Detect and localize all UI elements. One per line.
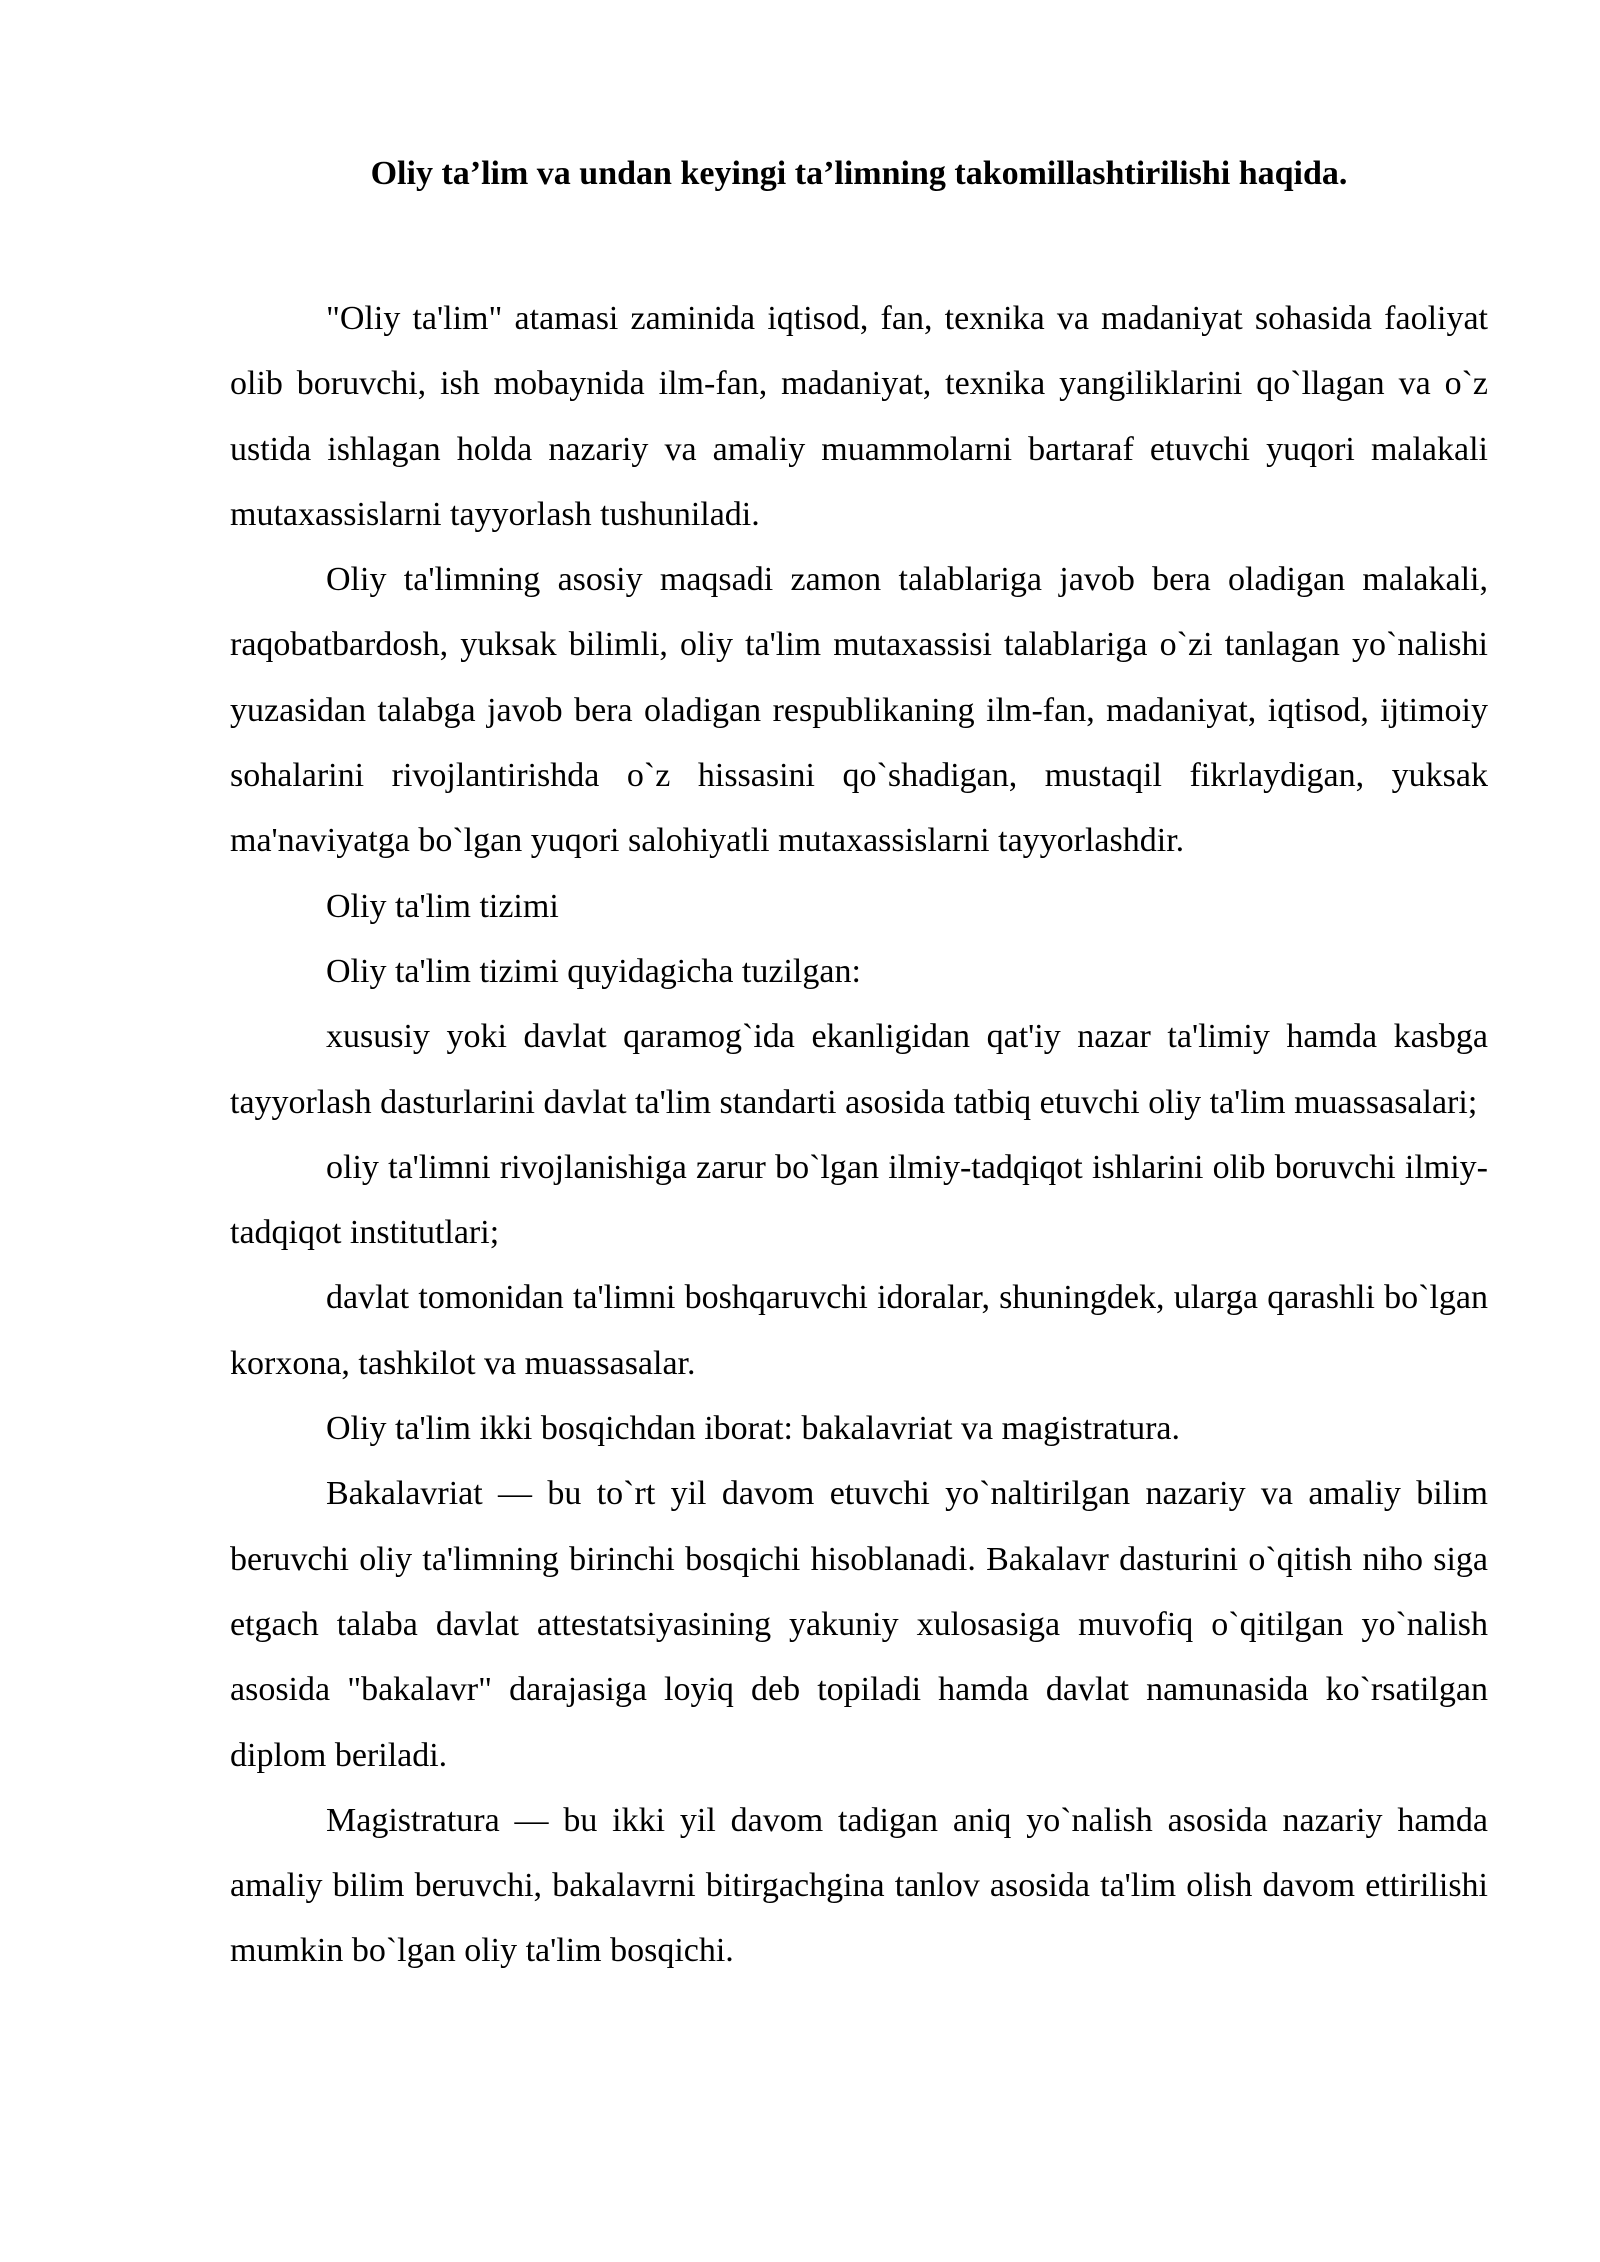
paragraph-list-item-institutions: xususiy yoki davlat qaramog`ida ekanligidan qat'iy nazar ta'limiy hamda kasbga tayyorlash dasturlarini davlat ta'lim standarti asosida tatbiq etuvchi oliy ta'lim muassasalari; <box>230 1018 1488 1121</box>
paragraph-stages: Oliy ta'lim ikki bosqichdan iborat: bakalavriat va magistratura. <box>326 1410 1181 1448</box>
paragraph-list-item-research: oliy ta'limni rivojlanishiga zarur bo`lgan ilmiy-tadqiqot ishlarini olib boruvchi ilmiy-tadqiqot institutlari; <box>230 1148 1488 1252</box>
paragraph-list-item-governance: davlat tomonidan ta'limni boshqaruvchi idoralar, shuningdek, ularga qarashli bo`lgan korxona, tashkilot va muassasalar. <box>230 1279 1488 1382</box>
paragraph-system-intro: Oliy ta'lim tizimi quyidagicha tuzilgan: <box>326 952 861 990</box>
paragraph-master: Magistratura — bu ikki yil davom tadigan aniq yo`nalish asosida nazariy hamda amaliy bilim beruvchi, bakalavrni bitirgachgina tanlov asosida ta'lim olish davom ettirilishi mumkin bo`lgan oliy ta'lim bosqichi. <box>230 1801 1488 1970</box>
document-body <box>230 286 1488 1984</box>
document-title: Oliy ta’lim va undan keyingi ta’limning takomillashtirilishi haqida. <box>370 155 1348 192</box>
paragraph-system-heading: Oliy ta'lim tizimi <box>326 887 559 925</box>
document-content <box>230 148 1488 1984</box>
paragraph-definition: "Oliy ta'lim" atamasi zaminida iqtisod, fan, texnika va madaniyat sohasida faoliyat olib boruvchi, ish mobaynida ilm-fan, madaniyat, texnika yangiliklarini qo`llagan va o`z ustida ishlagan holda nazariy va amaliy muammolarni bartaraf etuvchi yuqori malakali mutaxassislarni tayyorlash tushuniladi. <box>230 300 1488 533</box>
paragraph-bachelor: Bakalavriat — bu to`rt yil davom etuvchi yo`naltirilgan nazariy va amaliy bilim beruvchi oliy ta'limning birinchi bosqichi hisoblanadi. Bakalavr dasturini o`qitish niho siga etgach talaba davlat attestatsiyasining yakuniy xulosasiga muvofiq o`qitilgan yo`nalish asosida "bakalavr" darajasiga loyiq deb topiladi hamda davlat namunasida ko`rsatilgan diplom beriladi. <box>230 1475 1488 1774</box>
paragraph-goal: Oliy ta'limning asosiy maqsadi zamon talablariga javob bera oladigan malakali, raqobatbardosh, yuksak bilimli, oliy ta'lim mutaxassisi talablariga o`zi tanlagan yo`nalishi yuzasidan talabga javob bera oladigan respublikaning ilm-fan, madaniyat, iqtisod, ijtimoiy sohalarini rivojlantirishda o`z hissasini qo`shadigan, mustaqil fikrlaydigan, yuksak ma'naviyatga bo`lgan yuqori salohiyatli mutaxassislarni tayyorlashdir. <box>230 561 1488 860</box>
